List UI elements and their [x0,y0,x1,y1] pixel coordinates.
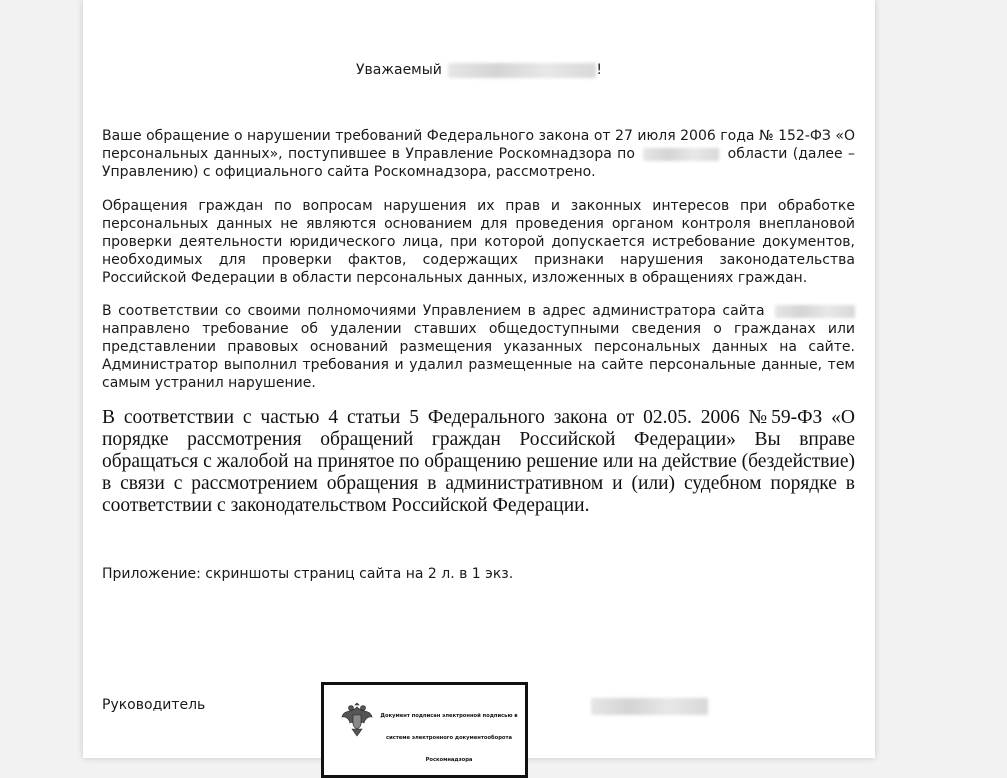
document-page [83,0,875,763]
attachment-note: Приложение: скриншоты страниц сайта на 2 л. в 1 экз. [102,566,514,582]
paragraph1-text-start: Ваше обращение о нарушении требований Федерального закона от 27 июля 2006 года № 152-ФЗ «О персональных данных», поступившее в Управление Роскомнадзора по [102,128,855,162]
paragraph-appeal-received [102,127,855,181]
stamp-line-1: Документ подписан электронной подписью в [380,713,518,719]
redacted-signer-name [591,698,708,715]
coat-of-arms-icon [340,699,374,739]
redacted-recipient-name [448,63,596,78]
paragraph3-text-end: направлено требование об удалении ставших общедоступными сведения о гражданах или представлении правовых оснований размещения указанных персональных данных на сайте. Администратор выполнил требования и удалил размещенные на сайте персональные данные, тем самым устранил нарушение. [102,321,855,391]
greeting-prefix: Уважаемый [356,62,442,78]
paragraph-inspection-basis: Обращения граждан по вопросам нарушения их прав и законных интересов при обработке персональных данных не являются основанием для проведения органом контроля внеплановой проверки деятельности юридического лица, при которой допускается истребование документов, необходимых для проверки фактов, содержащих признаки нарушения законодательства Российской Федерации в области персональных данных, изложенных в обращениях граждан. [102,198,855,286]
greeting-suffix: ! [596,62,602,78]
redacted-region-name [643,148,719,161]
paragraph1-text-end: области (далее – Управлению) с официального сайта Роскомнадзора, рассмотрено. [102,146,855,180]
electronic-signature-stamp [321,682,528,778]
stamp-line-2: системе электронного документооборота [386,735,512,741]
stamp-line-3: Роскомнадзора [425,757,473,763]
stamp-text [376,705,522,771]
redacted-site-name [775,305,855,318]
greeting-line [83,61,875,79]
paragraph3-text-start: В соответствии со своими полномочиями Управлением в адрес администратора сайта [102,303,765,319]
paragraph-site-admin-request [102,302,855,392]
paragraph-appeal-rights: В соответствии с частью 4 статьи 5 Федерального закона от 02.05. 2006 №59-ФЗ «О порядке рассмотрения обращений граждан Российской Федерации» Вы вправе обращаться с жалобой на принятое по обращению решение или на действие (бездействие) в связи с рассмотрением обращения в административном и (или) судебном порядке в соответствии с законодательством Российской Федерации. [102,407,856,516]
signer-position: Руководитель [102,697,206,713]
